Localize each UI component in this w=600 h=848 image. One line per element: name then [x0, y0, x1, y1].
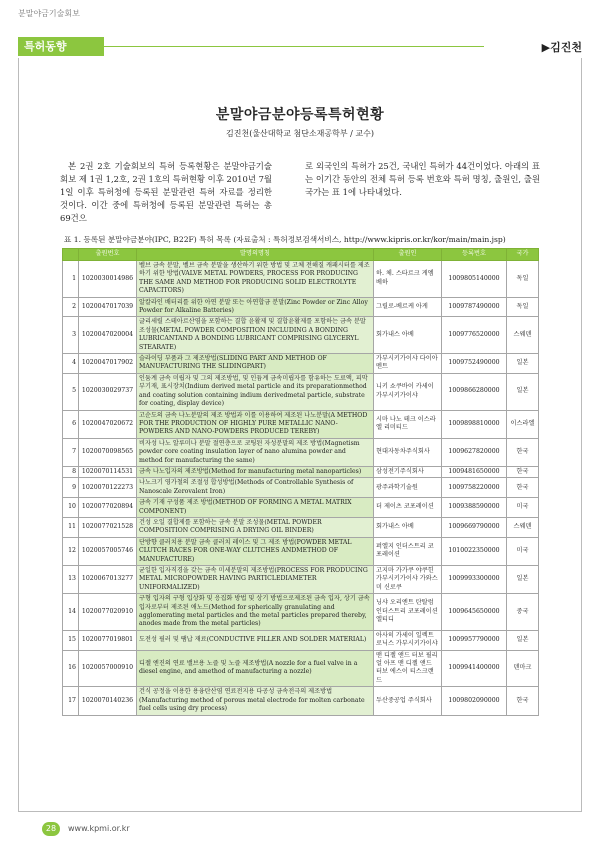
row-index: 8 [63, 466, 79, 477]
registration-number: 1009805140000 [442, 261, 507, 298]
row-index: 4 [63, 354, 79, 374]
table-row [63, 478, 539, 498]
application-number: 1020047017039 [79, 297, 137, 317]
country: 일본 [507, 354, 539, 374]
application-number: 1020077021528 [79, 517, 137, 537]
applicant: 맨 디젤 앤드 터보 필리얼 아프 맨 디젤 앤드 터보 에스이 티스크랜드 [374, 650, 442, 687]
applicant: 회가내스 아베 [374, 517, 442, 537]
country: 일본 [507, 566, 539, 594]
table-row [63, 438, 539, 466]
application-number: 1020057000910 [79, 650, 137, 687]
row-index: 6 [63, 410, 79, 438]
table-row [63, 317, 539, 354]
row-index: 14 [63, 594, 79, 631]
journal-name: 분말야금기술회보 [18, 9, 80, 18]
registration-number: 1010022350000 [442, 537, 507, 565]
table-row [63, 297, 539, 317]
row-index: 16 [63, 650, 79, 687]
table-row [63, 354, 539, 374]
applicant: 니키 쇼쿠바이 카세이 가부시키가이샤 [374, 373, 442, 410]
table-row [63, 566, 539, 594]
country: 한국 [507, 478, 539, 498]
application-number: 1020047020004 [79, 317, 137, 354]
registration-number: 1009776520000 [442, 317, 507, 354]
applicant: 그릴로-베르케 아게 [374, 297, 442, 317]
header-application-no: 출원번호 [79, 249, 137, 261]
application-number: 1020070122273 [79, 478, 137, 498]
applicant: 회가내스 아베 [374, 317, 442, 354]
application-number: 1020030014986 [79, 261, 137, 298]
invention-title: 비자성 나노 알루미나 분말 절연층으로 코팅된 자성분말의 제조 방법(Magnetism powder core coating insulation layer of nano alumina powder and method for manufacturing the same) [137, 438, 374, 466]
application-number: 1020047020672 [79, 410, 137, 438]
table-row [63, 630, 539, 650]
invention-title: 건식 공정을 이용한 용융탄산염 연료전지용 다공성 금속전극의 제조방법(Manufacturing method of porous metal electrode for molten carbonate fuel cells using dry process) [137, 687, 374, 715]
application-number: 1020070098565 [79, 438, 137, 466]
registration-number: 1009758220000 [442, 478, 507, 498]
header-invention-title: 발명의명칭 [137, 249, 374, 261]
applicant: 하. 체. 스타르크 게엠베하 [374, 261, 442, 298]
country: 일본 [507, 630, 539, 650]
country: 스웨덴 [507, 517, 539, 537]
invention-title: 나노크기 영가철의 조절성 합성방법(Methods of Controllable Synthesis of Nanoscale Zerovalent Iron) [137, 478, 374, 498]
registration-number: 1009645650000 [442, 594, 507, 631]
registration-number: 1009388590000 [442, 498, 507, 518]
applicant: 가부시키가이샤 다이아멘트 [374, 354, 442, 374]
applicant: 두산중공업 주식회사 [374, 687, 442, 715]
registration-number: 1009627820000 [442, 438, 507, 466]
registration-number: 1009898810000 [442, 410, 507, 438]
row-index: 2 [63, 297, 79, 317]
row-index: 13 [63, 566, 79, 594]
invention-title: 디젤 엔진의 연료 밸브용 노즐 및 노즐 제조방법(A nozzle for a fuel valve in a diesel engine, and amethod of manufacturing a nozzle) [137, 650, 374, 687]
table-row [63, 261, 539, 298]
country: 미국 [507, 537, 539, 565]
application-number: 1020067013277 [79, 566, 137, 594]
section-tab: 특허동향 [18, 37, 104, 56]
invention-title: 구형 입자의 구형 입상화 및 응집화 방법 및 상기 방법으로제조된 금속 입자, 상기 금속 입자로부터 제조된 애노드(Method for spherically granulating and agglomerating metal particles and the metal particles prepared thereby, anodes made from the metal particles) [137, 594, 374, 631]
invention-title: 벨브 금속 분말, 벨브 금속 분말을 생산하기 위한 방법 및 고체 전해질 캐패시터를 제조하기 위한 방법(VALVE METAL POWDERS, PROCESS FOR PRODUCING THE SAME AND METHOD FOR PRODUCING SOLID ELECTROLYTE CAPACITORS) [137, 261, 374, 298]
country: 독일 [507, 261, 539, 298]
table-header-row [63, 249, 539, 261]
invention-title: 균일한 입자직경을 갖는 금속 미세분말의 제조방법(PROCESS FOR PRODUCING METAL MICROPOWDER HAVING PARTICLEDIAMETER UNIFORMALIZED) [137, 566, 374, 594]
applicant: 아사히 가세이 일렉트로닉스 가부시키가이샤 [374, 630, 442, 650]
row-index: 3 [63, 317, 79, 354]
author-tag: ▶김진천 [541, 41, 582, 54]
page-title: 분말야금분야등록특허현황 [215, 107, 385, 123]
invention-title: 금속 나노입자의 제조방법(Method for manufacturing metal nanoparticles) [137, 466, 374, 477]
row-index: 10 [63, 498, 79, 518]
application-number: 1020030029737 [79, 373, 137, 410]
table-row [63, 410, 539, 438]
invention-title: 고순도의 금속 나노분말의 제조 방법과 이를 이용하여 제조된 나노분말(A METHOD FOR THE PRODUCTION OF HIGHLY PURE METALLIC NANO-POWDERS AND NANO-POWDERS PRODUCED TEREBY) [137, 410, 374, 438]
registration-number: 1009957790000 [442, 630, 507, 650]
header-country: 국가 [507, 249, 539, 261]
country: 일본 [507, 373, 539, 410]
row-index: 17 [63, 687, 79, 715]
invention-title: 알칼라인 배터리를 위한 아연 분말 또는 아연합금 분말(Zinc Powder or Zinc Alloy Powder for Alkaline Batteries) [137, 297, 374, 317]
invention-title: 단방향 클러치용 분말 금속 클러치 레이스 및 그 제조 방법(POWDER METAL CLUTCH RACES FOR ONE-WAY CLUTCHES ANDMETHOD OF MANUFACTURE) [137, 537, 374, 565]
row-index: 15 [63, 630, 79, 650]
application-number: 1020077020910 [79, 594, 137, 631]
registration-number: 1009787490000 [442, 297, 507, 317]
registration-number: 1009752490000 [442, 354, 507, 374]
row-index: 12 [63, 537, 79, 565]
applicant: 현대자동차주식회사 [374, 438, 442, 466]
registration-number: 1009866280000 [442, 373, 507, 410]
byline: 김진천(울산대학교 첨단소재공학부 / 교수) [226, 129, 374, 138]
table-row [63, 373, 539, 410]
header-index [63, 249, 79, 261]
country: 한국 [507, 466, 539, 477]
country: 덴마크 [507, 650, 539, 687]
footer-url: www.kpmi.or.kr [68, 824, 130, 833]
application-number: 1020047017902 [79, 354, 137, 374]
registration-number: 1009669790000 [442, 517, 507, 537]
applicant: 더 제이츠 코포레이션 [374, 498, 442, 518]
header-registration-no: 등록번호 [442, 249, 507, 261]
application-number: 1020077020894 [79, 498, 137, 518]
row-index: 7 [63, 438, 79, 466]
registration-number: 1009941400000 [442, 650, 507, 687]
table-row [63, 594, 539, 631]
registration-number: 1009993300000 [442, 566, 507, 594]
table-row [63, 517, 539, 537]
registration-number: 1009802090000 [442, 687, 507, 715]
invention-title: 글리세릴 스테아르산염을 포함하는 결합 윤활제 및 결합윤활제를 포함하는 금속 분말 조성물(METAL POWDER COMPOSITION INCLUDING A BONDING LUBRICANTAND A BONDING LUBRICANT COMPRISING GLYCERYL STEARATE) [137, 317, 374, 354]
application-number: 1020070140236 [79, 687, 137, 715]
country: 중국 [507, 594, 539, 631]
header-applicant: 출원인 [374, 249, 442, 261]
header-rule [104, 46, 484, 47]
applicant: 닝샤 오리엔트 탄탈럼 인더스트리 코포레이션 엘티디 [374, 594, 442, 631]
row-index: 11 [63, 517, 79, 537]
body-left-column: 본 2권 2호 기술회보의 특허 등록현황은 분말야금기술회보 제 1권 1,2호, 2권 1호의 특허현황 이후 2010년 7월 1일 이후 특허청에 등록된 분말관련 특허 자료를 정리한 것이다. 이간 중에 특허청에 등록된 분말관련 특허는 총 69건으 [60, 161, 273, 223]
invention-title: 도전성 필러 및 땜납 재료(CONDUCTIVE FILLER AND SOLDER MATERIAL) [137, 630, 374, 650]
invention-title: 금속 기재 구성품 제조 방법(METHOD OF FORMING A METAL MATRIX COMPONENT) [137, 498, 374, 518]
table-row [63, 466, 539, 477]
body-right-column: 로 외국인의 특허가 25건, 국내인 특허가 44건이었다. 아래의 표는 이기간 동안의 전체 특허 등록 번호와 특허 명칭, 출원인, 출원국가는 표 1에 나타내었다. [305, 161, 540, 197]
country: 미국 [507, 498, 539, 518]
applicant: 퍼엘지 인더스트리 코포레이션 [374, 537, 442, 565]
invention-title: 인듐계 금속 미립자 및 그의 제조방법, 및 인듐계 금속미립자를 함유하는 도료액, 피막부기재, 표시장치(Indium derived metal particle and its preparationmethod and coating solution containing indium derivedmetal particle, substrate for coating, display device) [137, 373, 374, 410]
country: 한국 [507, 687, 539, 715]
table-row [63, 537, 539, 565]
application-number: 1020070114531 [79, 466, 137, 477]
row-index: 5 [63, 373, 79, 410]
applicant: 시마 나노 테크 이스라엘 리미티드 [374, 410, 442, 438]
country: 한국 [507, 438, 539, 466]
applicant: 광주과학기술원 [374, 478, 442, 498]
table-row [63, 498, 539, 518]
row-index: 1 [63, 261, 79, 298]
invention-title: 슬라이딩 부품과 그 제조방법(SLIDING PART AND METHOD OF MANUFACTURING THE SLIDINGPART) [137, 354, 374, 374]
country: 독일 [507, 297, 539, 317]
application-number: 1020057005746 [79, 537, 137, 565]
country: 스웨덴 [507, 317, 539, 354]
table-caption: 표 1. 등록된 분말야금분야(IPC, B22F) 특허 목록 (자료출처 : 특허정보검색서비스, http://www.kipris.or.kr/kor/main/main.jsp) [64, 235, 506, 244]
patent-table [62, 248, 539, 716]
applicant: 고지마 가가쿠 야쿠힌 가부시키가이샤 가와스미 신로쿠 [374, 566, 442, 594]
page-number: 28 [42, 822, 60, 836]
invention-title: 건성 오일 결합제를 포함하는 금속 분말 조성물(METAL POWDER COMPOSITION COMPRISING A DRYING OIL BINDER) [137, 517, 374, 537]
country: 이스라엘 [507, 410, 539, 438]
registration-number: 1009481650000 [442, 466, 507, 477]
application-number: 1020077019801 [79, 630, 137, 650]
table-row [63, 687, 539, 715]
table-row [63, 650, 539, 687]
applicant: 삼성전기주식회사 [374, 466, 442, 477]
row-index: 9 [63, 478, 79, 498]
